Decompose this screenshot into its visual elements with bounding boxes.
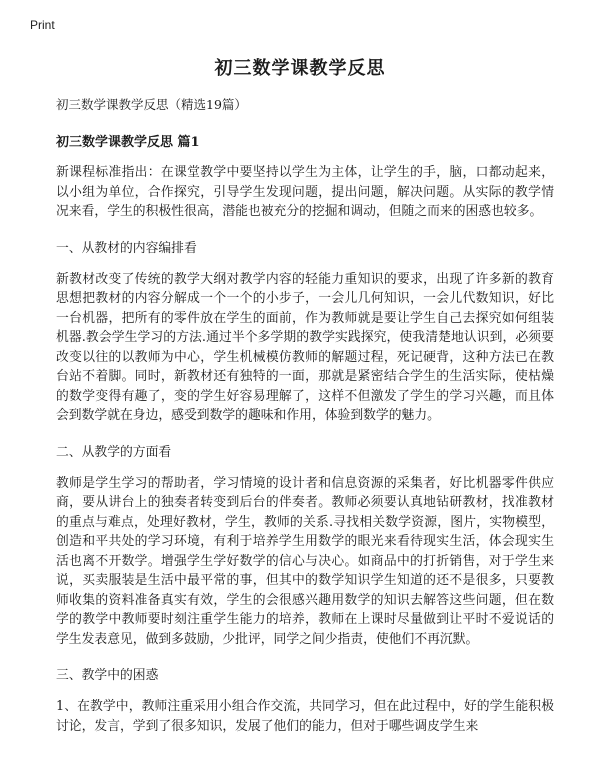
section-paragraph-1: 新教材改变了传统的教学大纲对教学内容的轻能力重知识的要求，出现了许多新的教育思想把教材的内容分解成一个一个的小步子，一会儿几何知识，一会儿代数知识，好比一台机器，把所有的零件放在学生的面前，作为教师就是要让学生自己去探究如何组装机器.教会学生学习的方法.通过半个多学期的教学实践探究，使我清楚地认识到，必须要改变以往的以教师为中心，学生机械模仿教师的解题过程，死记硬背，这种方法已在教台站不着脚。同时，新教材还有独特的一面，那就是紧密结合学生的生活实际，使枯燥的数学变得有趣了，变的学生好容易理解了，这样不但激发了学生的学习兴趣，而且体会到数学就在身边，感受到数学的趣味和作用，体验到数学的魅力。 xyxy=(56,271,554,423)
section-heading-2: 二、从教学的方面看 xyxy=(56,444,172,460)
section-paragraph-3: 1、在教学中，教师注重采用小组合作交流，共同学习，但在此过程中，好的学生能积极讨论，发言，学到了很多知识，发展了他们的能力，但对于哪些调皮学生来 xyxy=(56,699,554,734)
section-paragraph-2: 教师是学生学习的帮助者，学习情境的设计者和信息资源的采集者，好比机器零件供应商，要从讲台上的独奏者转变到后台的伴奏者。教师必须要认真地钻研教材，找准教材的重点与难点，处理好教材，学生，教师的关系.寻找相关数学资源，图片，实物模型，创造和平共处的学习环境，有利于培养学生用数学的眼光来看待现实生活，体会现实生活也离不开数学。增强学生学好数学的信心与决心。如商品中的打折销售，对于学生来说，买卖服装是生活中最平常的事，但其中的数学知识学生知道的还不是很多，只要教师收集的资料准备真实有效，学生的会很感兴趣用数学的知识去解答这些问题，但在数学的教学中教师要时刻注重学生能力的培养，教师在上课时尽量做到让平时不爱说话的学生发表意见，做到多鼓励，少批评，同学之间少指责，使他们不再沉默。 xyxy=(56,475,554,647)
document-body xyxy=(56,95,554,751)
section-heading-3: 三、教学中的困惑 xyxy=(56,668,159,683)
article-heading: 初三数学课教学反思 篇1 xyxy=(56,135,200,150)
print-link[interactable]: Print xyxy=(30,18,55,32)
intro-paragraph: 新课程标准指出：在课堂教学中要坚持以学生为主体，让学生的手，脑，口都动起来，以小组为单位，合作探究，引导学生发现问题，提出问题，解决问题。从实际的教学情况来看，学生的积极性很高，潜能也被充分的挖掘和调动，但随之而来的困惑也较多。 xyxy=(56,165,554,219)
document-title: 初三数学课教学反思 xyxy=(214,58,386,79)
document-subtitle: 初三数学课教学反思（精选19篇） xyxy=(56,97,247,112)
section-heading-1: 一、从教材的内容编排看 xyxy=(56,240,197,256)
